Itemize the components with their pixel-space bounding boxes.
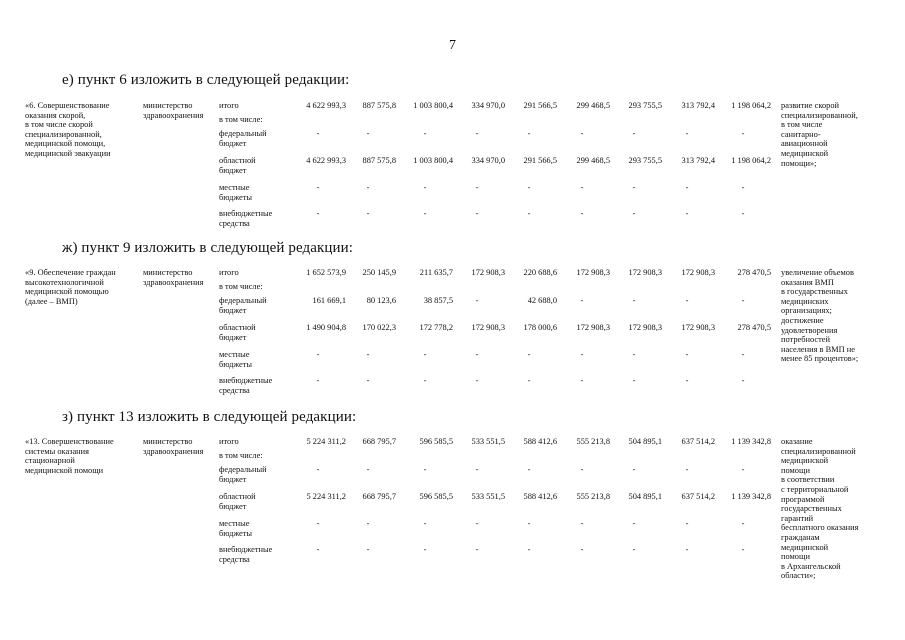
table-cell-dash: - — [366, 465, 370, 474]
table-cell-dash: - — [527, 465, 531, 474]
item-name-line: «13. Совершенствование — [25, 437, 114, 446]
result-line: в государственных — [781, 287, 848, 297]
table-cell-dash: - — [475, 296, 479, 305]
executor-line: здравоохранения — [143, 277, 204, 287]
row-label-line: местные — [219, 519, 250, 528]
table-cell-value: 334 970,0 — [471, 101, 505, 110]
table-cell-dash: - — [366, 209, 370, 218]
table-cell-value: 533 551,5 — [471, 492, 505, 501]
table-cell-value: 161 669,1 — [312, 296, 346, 305]
row-label-line: средства — [219, 385, 250, 395]
result-line: специализированной, — [781, 110, 858, 120]
table-cell-dash: - — [475, 209, 479, 218]
table-cell-value: 42 688,0 — [527, 296, 557, 305]
item-name-line: «6. Совершенствование — [25, 101, 110, 110]
table-cell-dash: - — [632, 209, 636, 218]
row-label-line: в том числе: — [219, 451, 263, 460]
table-cell-value: 220 688,6 — [523, 268, 557, 277]
row-label-line: федеральный — [219, 296, 267, 305]
table-cell-dash: - — [632, 519, 636, 528]
table-cell-dash: - — [685, 465, 689, 474]
table-cell-dash: - — [316, 350, 320, 359]
row-label-line: бюджет — [219, 138, 247, 148]
table-cell-dash: - — [423, 465, 427, 474]
table-cell-dash: - — [527, 209, 531, 218]
table-cell-dash: - — [475, 129, 479, 138]
table-cell-value: 170 022,3 — [362, 323, 396, 332]
result-line: в Архангельской — [781, 561, 841, 571]
table-cell-value: 1 490 904,8 — [306, 323, 346, 332]
row-label-line: бюджеты — [219, 528, 253, 538]
row-label-line: внебюджетные — [219, 209, 273, 218]
table-cell-value: 178 000,6 — [523, 323, 557, 332]
table-cell-dash: - — [632, 350, 636, 359]
table-cell-dash: - — [580, 183, 584, 192]
item-name-line: стационарной — [25, 456, 75, 466]
table-cell-dash: - — [632, 465, 636, 474]
table-cell-dash: - — [741, 519, 745, 528]
table-cell-dash: - — [632, 296, 636, 305]
section-heading: з) пункт 13 изложить в следующей редакции: — [62, 409, 357, 425]
row-label-line: бюджет — [219, 332, 247, 342]
table-cell-dash: - — [423, 545, 427, 554]
table-cell-dash: - — [741, 183, 745, 192]
table-cell-value: 172 908,3 — [628, 268, 662, 277]
table-cell-dash: - — [527, 519, 531, 528]
result-line: помощи»; — [781, 158, 817, 168]
table-cell-value: 293 755,5 — [628, 156, 662, 165]
table-cell-value: 1 003 800,4 — [413, 156, 453, 165]
row-label-line: внебюджетные — [219, 376, 273, 385]
row-label-line: федеральный — [219, 129, 267, 138]
result-line: санитарно- — [781, 129, 821, 139]
table-cell-dash: - — [685, 350, 689, 359]
table-cell-dash: - — [685, 519, 689, 528]
table-cell-dash: - — [366, 129, 370, 138]
result-line: медицинской — [781, 542, 829, 552]
item-name-line: специализированной, — [25, 129, 102, 139]
table-cell-dash: - — [685, 209, 689, 218]
table-cell-dash: - — [632, 545, 636, 554]
table-cell-value: 172 908,3 — [576, 323, 610, 332]
item-name-line: в том числе скорой — [25, 120, 93, 130]
table-cell-value: 596 585,5 — [419, 437, 453, 446]
result-line: государственных — [781, 504, 842, 514]
table-cell-dash: - — [316, 465, 320, 474]
table-cell-dash: - — [527, 350, 531, 359]
row-label-line: бюджеты — [219, 359, 253, 369]
row-label-line: бюджет — [219, 305, 247, 315]
table-cell-dash: - — [580, 209, 584, 218]
table-cell-dash: - — [475, 545, 479, 554]
table-cell-value: 1 139 342,8 — [731, 437, 771, 446]
table-cell-dash: - — [475, 183, 479, 192]
result-line: в том числе — [781, 120, 823, 130]
table-cell-value: 555 213,8 — [576, 492, 610, 501]
row-label-line: бюджет — [219, 501, 247, 511]
table-cell-value: 172 778,2 — [419, 323, 453, 332]
executor-line: здравоохранения — [143, 110, 204, 120]
table-cell-dash: - — [741, 129, 745, 138]
table-cell-value: 172 908,3 — [471, 323, 505, 332]
table-cell-dash: - — [316, 376, 320, 385]
row-label-line: итого — [219, 268, 239, 277]
table-cell-dash: - — [685, 129, 689, 138]
executor-line: министерство — [143, 437, 193, 446]
table-cell-value: 299 468,5 — [576, 101, 610, 110]
table-cell-dash: - — [580, 129, 584, 138]
executor-line: министерство — [143, 101, 193, 110]
table-cell-value: 1 139 342,8 — [731, 492, 771, 501]
table-cell-value: 5 224 311,2 — [306, 437, 346, 446]
table-cell-dash: - — [741, 545, 745, 554]
table-cell-dash: - — [366, 545, 370, 554]
item-name-line: медицинской помощи, — [25, 139, 106, 149]
table-cell-value: 4 622 993,3 — [306, 156, 346, 165]
table-cell-value: 291 566,5 — [523, 101, 557, 110]
row-label-line: средства — [219, 554, 250, 564]
table-cell-value: 533 551,5 — [471, 437, 505, 446]
result-line: программой — [781, 494, 825, 504]
result-line: специализированной — [781, 446, 856, 456]
table-cell-dash: - — [741, 376, 745, 385]
item-name-line: «9. Обеспечение граждан — [25, 268, 116, 277]
table-cell-dash: - — [366, 376, 370, 385]
table-cell-dash: - — [632, 376, 636, 385]
table-cell-value: 887 575,8 — [362, 101, 396, 110]
table-cell-value: 1 652 573,9 — [306, 268, 346, 277]
table-cell-dash: - — [580, 350, 584, 359]
table-cell-dash: - — [475, 350, 479, 359]
table-cell-dash: - — [423, 183, 427, 192]
table-cell-dash: - — [527, 183, 531, 192]
table-cell-value: 668 795,7 — [362, 492, 396, 501]
item-name-line: высокотехнологичной — [25, 277, 104, 287]
item-name-line: оказания скорой, — [25, 110, 86, 120]
result-line: менее 85 процентов»; — [781, 354, 859, 364]
table-cell-dash: - — [423, 209, 427, 218]
row-label-line: в том числе: — [219, 282, 263, 291]
table-cell-dash: - — [632, 129, 636, 138]
executor-line: здравоохранения — [143, 446, 204, 456]
table-cell-value: 5 224 311,2 — [306, 492, 346, 501]
result-line: оказания ВМП — [781, 277, 834, 287]
table-cell-dash: - — [527, 545, 531, 554]
table-cell-value: 278 470,5 — [737, 323, 771, 332]
table-cell-dash: - — [580, 465, 584, 474]
row-label-line: бюджет — [219, 474, 247, 484]
table-cell-dash: - — [423, 129, 427, 138]
table-cell-dash: - — [475, 465, 479, 474]
table-cell-dash: - — [423, 376, 427, 385]
table-cell-dash: - — [527, 376, 531, 385]
table-cell-dash: - — [475, 519, 479, 528]
table-cell-dash: - — [316, 209, 320, 218]
table-cell-dash: - — [580, 376, 584, 385]
table-cell-dash: - — [366, 350, 370, 359]
row-label-line: федеральный — [219, 465, 267, 474]
table-cell-value: 172 908,3 — [681, 323, 715, 332]
table-cell-dash: - — [685, 296, 689, 305]
row-label-line: бюджеты — [219, 192, 253, 202]
item-name-line: системы оказания — [25, 446, 90, 456]
table-cell-dash: - — [316, 183, 320, 192]
section-heading: ж) пункт 9 изложить в следующей редакции: — [62, 240, 354, 256]
row-label-line: местные — [219, 350, 250, 359]
table-cell-value: 4 622 993,3 — [306, 101, 346, 110]
table-cell-value: 637 514,2 — [681, 437, 715, 446]
table-cell-dash: - — [632, 183, 636, 192]
table-cell-value: 80 123,6 — [366, 296, 396, 305]
table-cell-dash: - — [527, 129, 531, 138]
row-label-line: местные — [219, 183, 250, 192]
table-cell-value: 291 566,5 — [523, 156, 557, 165]
table-cell-dash: - — [685, 376, 689, 385]
row-label-line: областной — [219, 323, 256, 332]
result-line: в соответствии — [781, 475, 835, 485]
table-cell-dash: - — [741, 209, 745, 218]
table-cell-value: 596 585,5 — [419, 492, 453, 501]
table-cell-value: 293 755,5 — [628, 101, 662, 110]
item-name-line: медицинской помощи — [25, 465, 104, 475]
table-cell-value: 555 213,8 — [576, 437, 610, 446]
table-cell-value: 313 792,4 — [681, 156, 715, 165]
result-line: медицинской — [781, 149, 829, 158]
result-line: медицинской — [781, 456, 829, 466]
table-cell-dash: - — [316, 519, 320, 528]
table-cell-value: 299 468,5 — [576, 156, 610, 165]
table-cell-value: 172 908,3 — [681, 268, 715, 277]
table-cell-dash: - — [580, 519, 584, 528]
executor-line: министерство — [143, 268, 193, 277]
result-line: с территориальной — [781, 485, 849, 494]
table-cell-dash: - — [741, 465, 745, 474]
row-label-line: областной — [219, 492, 256, 501]
table-cell-value: 334 970,0 — [471, 156, 505, 165]
result-line: бесплатного оказания — [781, 523, 859, 533]
table-cell-dash: - — [366, 519, 370, 528]
row-label-line: итого — [219, 437, 239, 446]
table-cell-dash: - — [580, 545, 584, 554]
result-line: достижение — [781, 316, 824, 325]
row-label-line: итого — [219, 101, 239, 110]
item-name-line: медицинской помощью — [25, 287, 109, 297]
table-cell-dash: - — [741, 296, 745, 305]
result-line: населения в ВМП не — [781, 344, 855, 354]
table-cell-dash: - — [423, 350, 427, 359]
table-cell-dash: - — [580, 296, 584, 305]
result-line: гражданам — [781, 533, 820, 542]
table-cell-dash: - — [316, 129, 320, 138]
table-cell-value: 588 412,6 — [523, 437, 557, 446]
result-line: области»; — [781, 571, 816, 581]
result-line: увеличение объемов — [781, 268, 854, 277]
table-cell-value: 313 792,4 — [681, 101, 715, 110]
section-heading: е) пункт 6 изложить в следующей редакции: — [62, 72, 350, 88]
page-number: 7 — [449, 38, 456, 53]
result-line: медицинских — [781, 296, 829, 306]
table-cell-value: 504 895,1 — [628, 492, 662, 501]
table-cell-value: 1 198 064,2 — [731, 156, 771, 165]
table-cell-value: 172 908,3 — [471, 268, 505, 277]
table-cell-value: 38 857,5 — [423, 296, 453, 305]
table-cell-value: 250 145,9 — [362, 268, 396, 277]
row-label-line: средства — [219, 218, 250, 228]
table-cell-value: 211 635,7 — [419, 268, 453, 277]
row-label-line: бюджет — [219, 165, 247, 175]
result-line: гарантий — [781, 513, 814, 523]
table-cell-value: 637 514,2 — [681, 492, 715, 501]
table-cell-value: 887 575,8 — [362, 156, 396, 165]
table-cell-dash: - — [685, 545, 689, 554]
result-line: помощи — [781, 552, 810, 562]
table-cell-value: 588 412,6 — [523, 492, 557, 501]
table-cell-value: 1 003 800,4 — [413, 101, 453, 110]
table-cell-value: 504 895,1 — [628, 437, 662, 446]
table-cell-dash: - — [475, 376, 479, 385]
table-cell-dash: - — [316, 545, 320, 554]
table-cell-value: 278 470,5 — [737, 268, 771, 277]
row-label-line: внебюджетные — [219, 545, 273, 554]
result-line: авиационной — [781, 139, 828, 149]
result-line: удовлетворения — [781, 325, 838, 335]
table-cell-value: 1 198 064,2 — [731, 101, 771, 110]
result-line: развитие скорой — [781, 101, 840, 110]
table-cell-dash: - — [366, 183, 370, 192]
result-line: организациях; — [781, 306, 832, 316]
result-line: потребностей — [781, 335, 830, 345]
row-label-line: в том числе: — [219, 115, 263, 124]
table-cell-value: 172 908,3 — [576, 268, 610, 277]
result-line: оказание — [781, 437, 813, 446]
table-cell-value: 172 908,3 — [628, 323, 662, 332]
table-cell-dash: - — [423, 519, 427, 528]
result-line: помощи — [781, 465, 810, 475]
row-label-line: областной — [219, 156, 256, 165]
table-cell-dash: - — [685, 183, 689, 192]
item-name-line: медицинской эвакуации — [25, 149, 111, 158]
table-cell-dash: - — [741, 350, 745, 359]
item-name-line: (далее – ВМП) — [25, 296, 78, 306]
table-cell-value: 668 795,7 — [362, 437, 396, 446]
